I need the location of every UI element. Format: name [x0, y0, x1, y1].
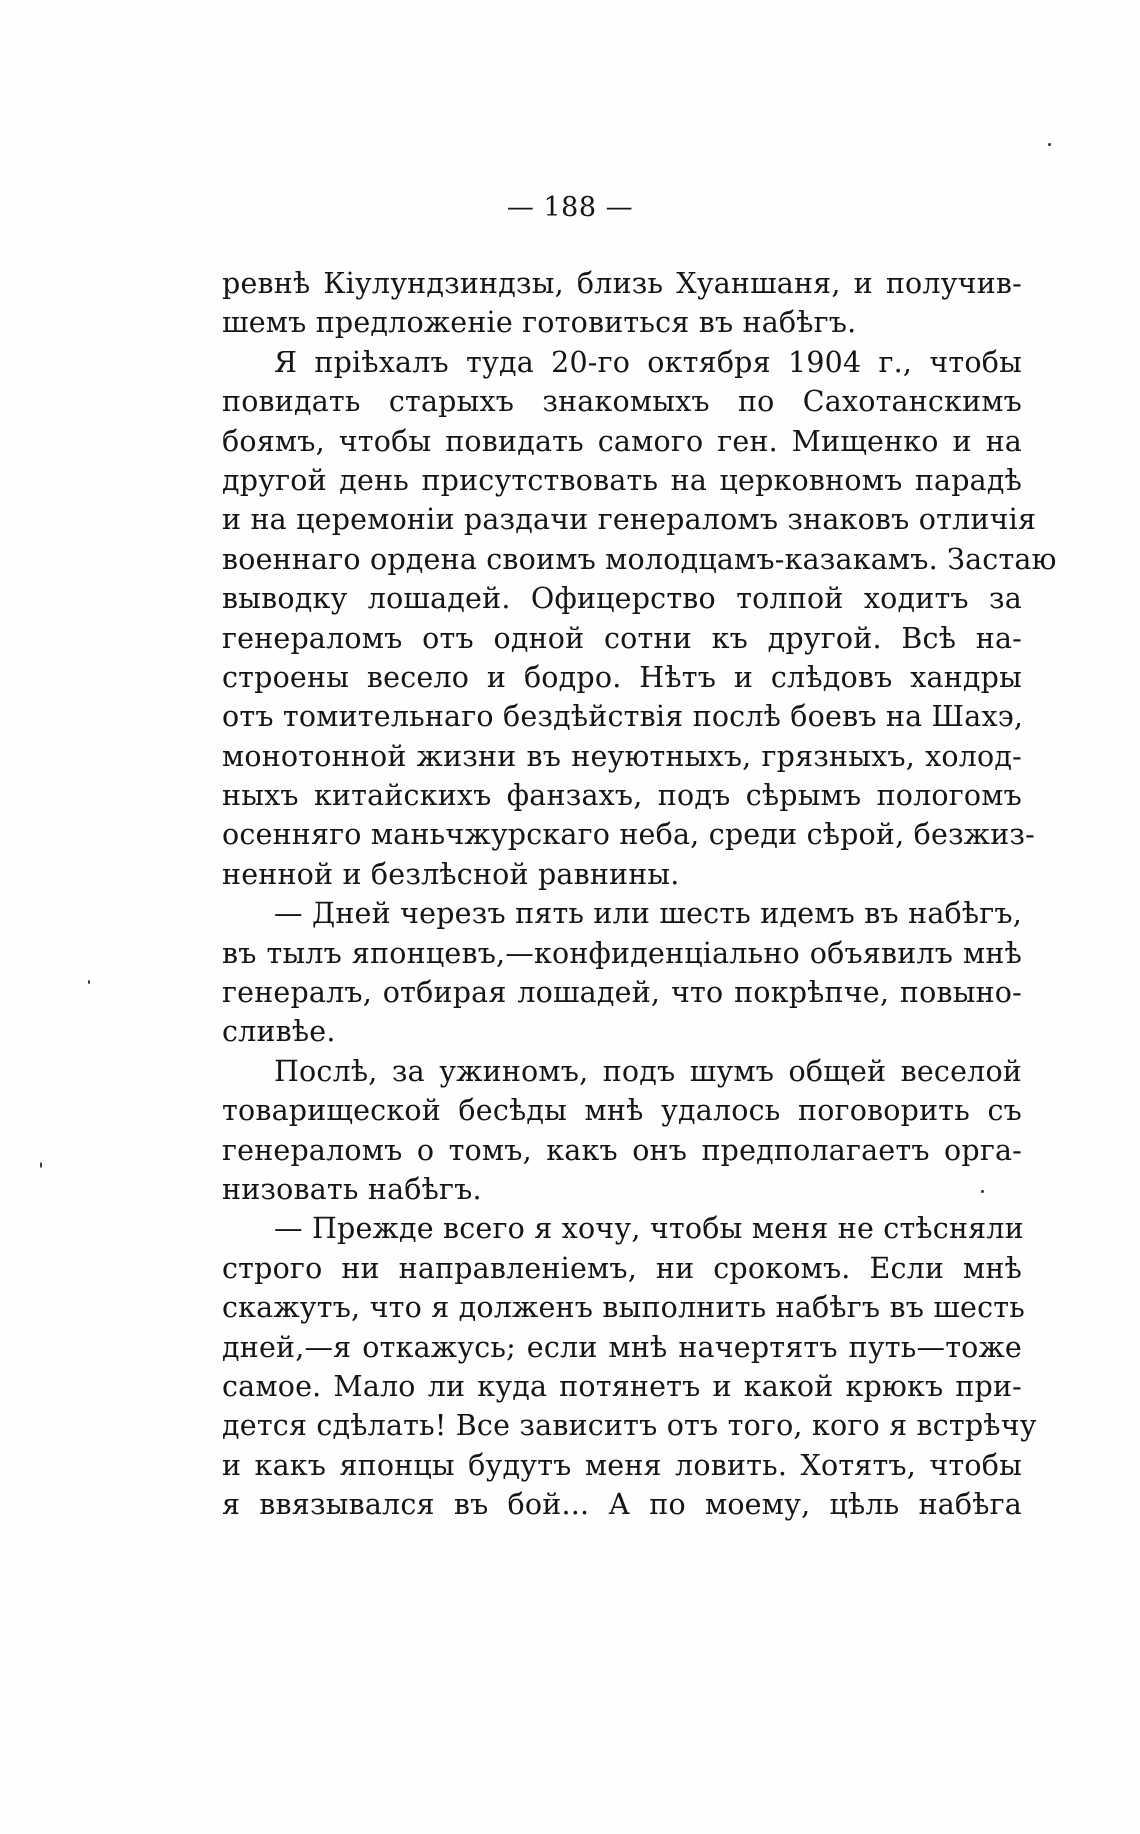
- text-line: дней,—я откажусь; если мнѣ начертятъ путь—тоже: [222, 1330, 1022, 1364]
- page-number: — 188 —: [506, 192, 634, 223]
- text-line: строены весело и бодро. Нѣтъ и слѣдовъ хандры: [222, 660, 1022, 694]
- text-line: и на церемоніи раздачи генераломъ знаковъ отличія: [222, 503, 1037, 537]
- text-line: ревнѣ Кіулундзиндзы, близь Хуаншаня, и получив-: [222, 267, 1022, 300]
- text-line: отъ томительнаго бездѣйствія послѣ боевъ на Шахэ,: [222, 700, 1024, 734]
- text-line: повидать старыхъ знакомыхъ по Сахотанскимъ: [222, 385, 1022, 419]
- text-line: генералъ, отбирая лошадей, что покрѣпче, повыно-: [222, 976, 1022, 1010]
- text-line: боямъ, чтобы повидать самого ген. Мищенко и на: [222, 424, 1022, 458]
- text-line: другой день присутствовать на церковномъ парадѣ: [222, 463, 1022, 497]
- text-line: сливѣе.: [222, 1015, 336, 1049]
- text-line: выводку лошадей. Офицерство толпой ходитъ за: [222, 582, 1022, 616]
- scan-speck: [981, 1190, 984, 1193]
- text-line: ныхъ китайскихъ фанзахъ, подъ сѣрымъ пологомъ: [222, 779, 1022, 813]
- text-line: Послѣ, за ужиномъ, подъ шумъ общей веселой: [274, 1054, 1022, 1088]
- scan-speck: [88, 980, 90, 984]
- body-text: [222, 264, 1057, 1525]
- text-line: военнаго ордена своимъ молодцамъ-казакамъ. Застаю: [222, 542, 1057, 576]
- scan-speck: [1048, 143, 1051, 146]
- text-line: скажутъ, что я долженъ выполнить набѣгъ въ шесть: [222, 1291, 1025, 1325]
- text-line: товарищеской бесѣды мнѣ удалось поговорить съ: [222, 1094, 1022, 1128]
- text-line: самое. Мало ли куда потянетъ и какой крюкъ при-: [222, 1369, 1022, 1403]
- text-line: монотонной жизни въ неуютныхъ, грязныхъ, холод-: [222, 739, 1022, 773]
- text-line: и какъ японцы будутъ меня ловить. Хотятъ, чтобы: [222, 1448, 1022, 1482]
- text-line: шемъ предложеніе готовиться въ набѣгъ.: [222, 306, 857, 340]
- text-line: — Прежде всего я хочу, чтобы меня не стѣсняли: [274, 1212, 1024, 1246]
- scan-speck: [40, 1162, 42, 1168]
- text-line: генераломъ о томъ, какъ онъ предполагаетъ орга-: [222, 1133, 1022, 1167]
- text-line: ненной и безлѣсной равнины.: [222, 857, 680, 891]
- text-line: низовать набѣгъ.: [222, 1172, 482, 1206]
- text-line: осенняго маньчжурскаго неба, среди сѣрой, безжиз-: [222, 818, 1035, 852]
- text-line: строго ни направленіемъ, ни срокомъ. Если мнѣ: [222, 1251, 1022, 1285]
- text-line: Я пріѣхалъ туда 20-го октября 1904 г., чтобы: [274, 345, 1022, 379]
- text-line: — Дней черезъ пять или шесть идемъ въ набѣгъ,: [274, 897, 1022, 931]
- text-line: я ввязывался въ бой... А по моему, цѣль набѣга: [222, 1488, 1022, 1522]
- text-line: дется сдѣлать! Все зависитъ отъ того, кого я встрѣчу: [222, 1409, 1037, 1443]
- text-line: генераломъ отъ одной сотни къ другой. Всѣ на-: [222, 621, 1022, 655]
- text-line: въ тылъ японцевъ,—конфиденціально объявилъ мнѣ: [222, 936, 1022, 970]
